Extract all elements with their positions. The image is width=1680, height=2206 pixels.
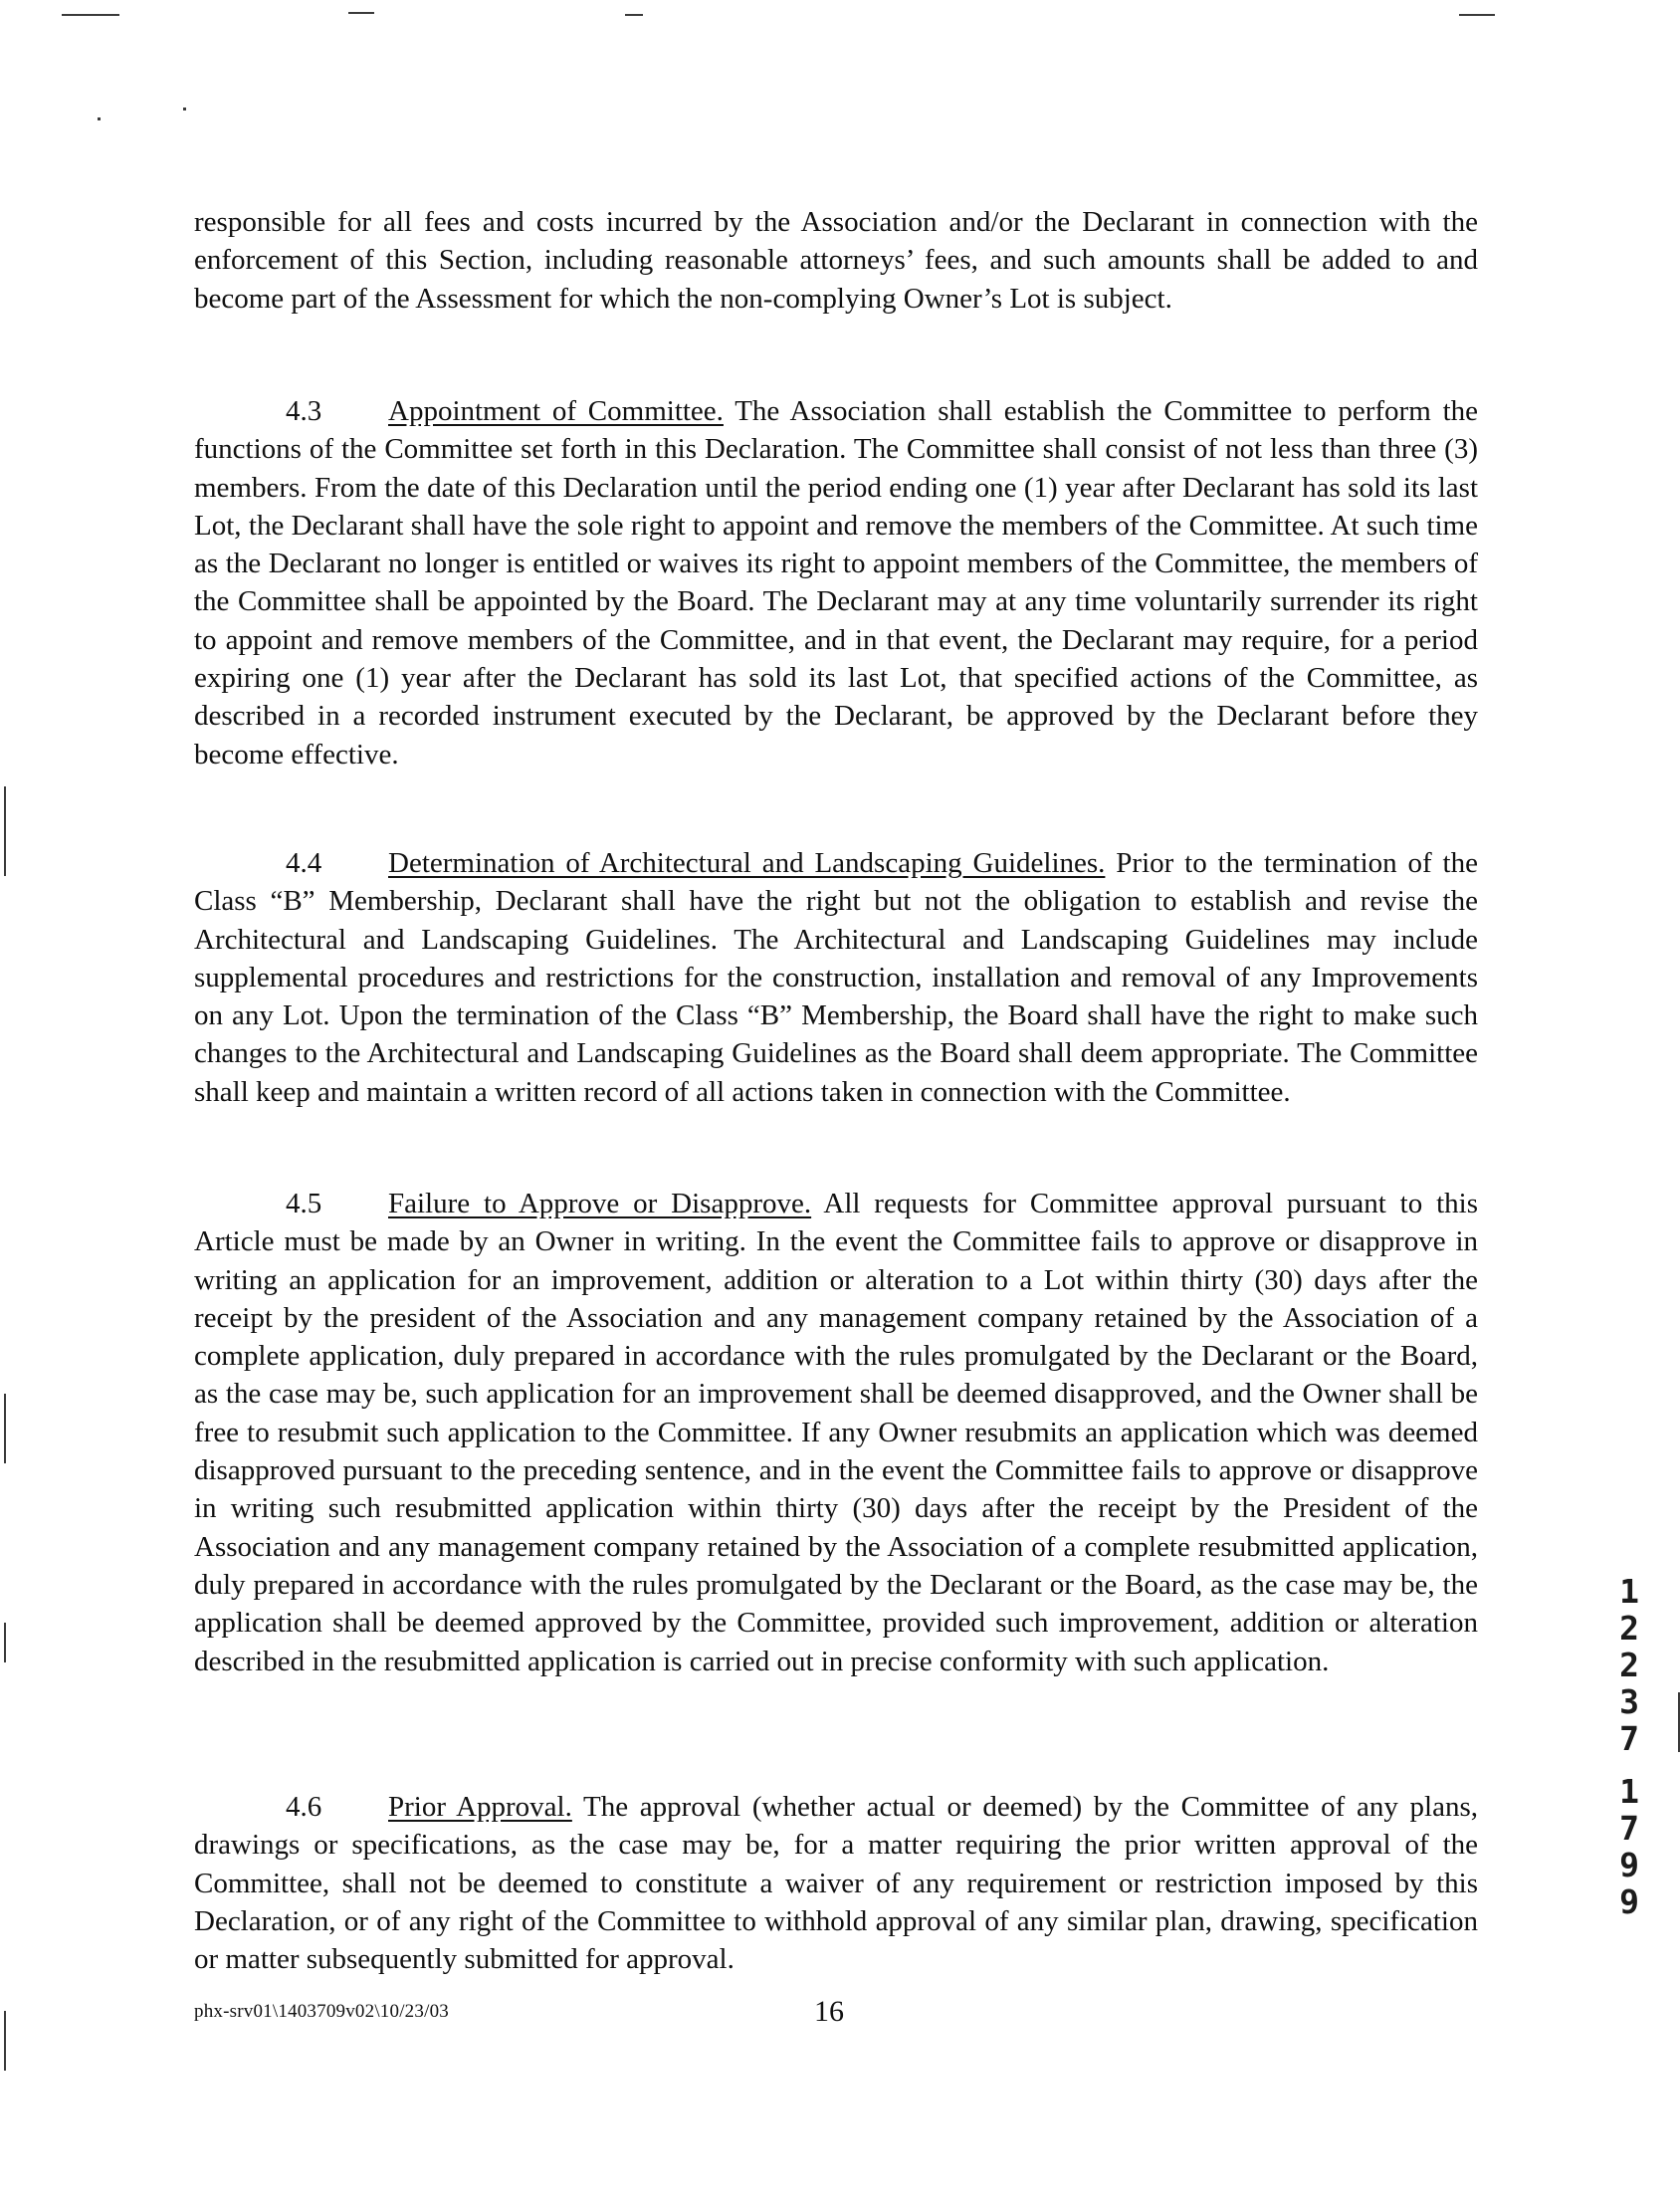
section-number: 4.6	[286, 1791, 322, 1823]
stamp-digit: 2	[1619, 1646, 1639, 1684]
scan-mark	[183, 108, 186, 110]
recording-stamp	[1610, 1573, 1648, 1920]
section-4-5	[194, 1185, 1478, 1680]
section-title: Prior Approval.	[388, 1791, 572, 1823]
scan-mark	[4, 786, 6, 876]
scan-mark	[625, 14, 643, 16]
document-id: phx-srv01\1403709v02\10/23/03	[194, 2001, 449, 2022]
section-number: 4.3	[286, 395, 322, 427]
section-title: Failure to Approve or Disapprove.	[388, 1188, 812, 1219]
section-number: 4.5	[286, 1188, 322, 1219]
stamp-digit: 9	[1619, 1882, 1639, 1921]
scan-mark	[348, 12, 374, 14]
section-4-6	[194, 1788, 1478, 1978]
scan-mark	[4, 2011, 6, 2071]
section-body: The Association shall establish the Committee to perform the functions of the Committee set forth in this Declaration. The Committee shall consist of not less than three (3) members. From the date of this Declaration until the period ending one (1) year after Declarant has sold its last Lot, the Declarant shall have the sole right to appoint and remove the members of the Committee. At such time as the Declarant no longer is entitled or waives its right to appoint members of the Committee, the members of the Committee shall be appointed by the Board. The Declarant may at any time voluntarily surrender its right to appoint and remove members of the Committee, and in that event, the Declarant may require, for a period expiring one (1) year after the Declarant has sold its last Lot, that specified actions of the Committee, as described in a recorded instrument executed by the Declarant, be approved by the Declarant before they become effective.	[194, 395, 1478, 771]
scan-mark	[98, 117, 101, 120]
section-body: Prior to the termination of the Class “B” Membership, Declarant shall have the right but not the obligation to establish and revise the Architectural and Landscaping Guidelines. The Architectural and Landscaping Guidelines may include supplemental procedures and restrictions for the construction, installation and removal of any Improvements on any Lot. Upon the termination of the Class “B” Membership, the Board shall have the right to make such changes to the Architectural and Landscaping Guidelines as the Board shall deem appropriate. The Committee shall keep and maintain a written record of all actions taken in connection with the Committee.	[194, 847, 1478, 1108]
scan-mark	[4, 1394, 6, 1463]
stamp-digit: 1	[1619, 1572, 1639, 1611]
scan-mark	[1459, 14, 1495, 16]
section-number: 4.4	[286, 847, 322, 879]
stamp-digit: 7	[1619, 1809, 1639, 1848]
section-4-3	[194, 392, 1478, 773]
stamp-digit: 7	[1619, 1719, 1639, 1758]
stamp-digit: 2	[1619, 1609, 1639, 1648]
stamp-digit: 3	[1619, 1682, 1639, 1721]
section-4-4	[194, 844, 1478, 1111]
section-title: Appointment of Committee.	[388, 395, 724, 427]
section-body: The approval (whether actual or deemed) by the Committee of any plans, drawings or specifications, as the case may be, for a matter requiring the prior written approval of the Committee, shall not be deemed to constitute a waiver of any requirement or restriction imposed by this Declaration, or of any right of the Committee to withhold approval of any similar plan, drawing, specification or matter subsequently submitted for approval.	[194, 1791, 1478, 1976]
stamp-digit: 9	[1619, 1846, 1639, 1884]
stamp-digit: 1	[1619, 1772, 1639, 1811]
section-body: All requests for Committee approval pursuant to this Article must be made by an Owner in writing. In the event the Committee fails to approve or disapprove in writing an application for an improvement, addition or alteration to a Lot within thirty (30) days after the receipt by the president of the Association and any management company retained by the Association of a complete application, duly prepared in accordance with the rules promulgated by the Declarant or the Board, as the case may be, such application for an improvement shall be deemed disapproved, and the Owner shall be free to resubmit such application to the Committee. If any Owner resubmits an application which was deemed disapproved pursuant to the preceding sentence, and in the event the Committee fails to approve or disapprove in writing such resubmitted application within thirty (30) days after the receipt by the President of the Association and any management company retained by the Association of a complete resubmitted application, duly prepared in accordance with the rules promulgated by the Declarant or the Board, as the case may be, the application shall be deemed approved by the Committee, provided such improvement, addition or alteration described in the resubmitted application is carried out in precise conformity with such application.	[194, 1188, 1478, 1677]
section-title: Determination of Architectural and Landscaping Guidelines.	[388, 847, 1106, 879]
scan-mark	[62, 14, 119, 16]
scan-mark	[4, 1623, 6, 1662]
continuation-paragraph: responsible for all fees and costs incurred by the Association and/or the Declarant in connection with the enforcement of this Section, including reasonable attorneys’ fees, and such amounts shall be added to and become part of the Assessment for which the non-complying Owner’s Lot is subject.	[194, 206, 1478, 315]
page-number: 16	[814, 1995, 844, 2028]
